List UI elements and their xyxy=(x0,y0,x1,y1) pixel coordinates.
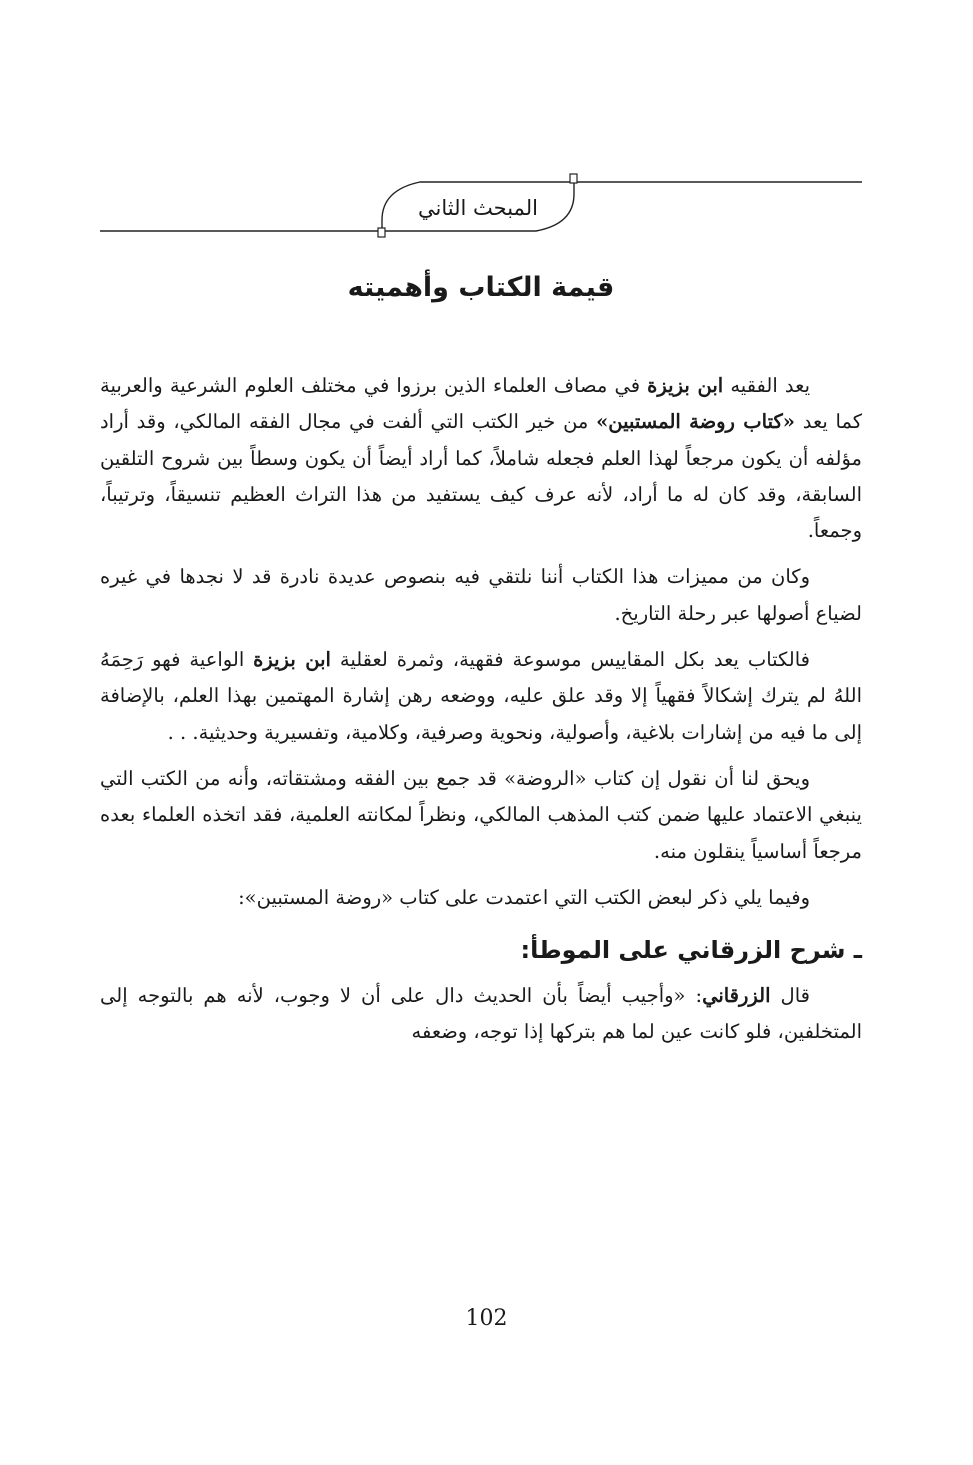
section-header-ornament xyxy=(100,168,862,246)
body-text xyxy=(100,368,862,1061)
paragraph-1-text-c: في مصاف العلماء الذين برزوا في مختلف العلوم الشرعية والعربية كما يعد xyxy=(100,374,863,434)
paragraph-quote xyxy=(100,978,862,1051)
section-label: المبحث الثاني xyxy=(418,196,538,220)
quote-text-a: قال xyxy=(770,984,810,1008)
paragraph-1-text-e: من خير الكتب التي ألفت في مجال الفقه المالكي، وقد أراد مؤلفه أن يكون مرجعاً لهذا العلم فجعله شاملاً، كما أراد أيضاً أن يكون وسطاً بين شروح التلقين السابقة، وقد كان له ما أراد، لأنه عرف كيف يستفيد من هذا التراث العظيم تنسيقاً، وترتيباً، وجمعاً. xyxy=(100,410,862,543)
subheading-zurqani: ـ شرح الزرقاني على الموطأ: xyxy=(520,936,862,965)
section-title: قيمة الكتاب وأهميته xyxy=(347,272,615,303)
paragraph-5: وفيما يلي ذكر لبعض الكتب التي اعتمدت على كتاب «روضة المستبين»: xyxy=(238,885,810,909)
paragraph-4: ويحق لنا أن نقول إن كتاب «الروضة» قد جمع بين الفقه ومشتقاته، وأنه من الكتب التي ينبغي الاعتماد عليها ضمن كتب المذهب المالكي، ونظراً لمكانته العلمية، فقد اتخذه العلماء بعده مرجعاً أساسياً ينقلون منه. xyxy=(100,766,862,863)
zurqani-name-bold: الزرقاني xyxy=(702,984,771,1008)
author-name-bold-2: ابن بزيزة xyxy=(253,648,331,672)
book-title-bold: «كتاب روضة المستبين» xyxy=(596,410,795,434)
paragraph-3 xyxy=(100,642,862,751)
paragraph-2: وكان من مميزات هذا الكتاب أننا نلتقي فيه بنصوص عديدة نادرة قد لا نجدها في غيره لضياع أصولها عبر رحلة التاريخ. xyxy=(100,565,862,625)
paragraph-3-text-a: فالكتاب يعد بكل المقاييس موسوعة فقهية، وثمرة لعقلية xyxy=(330,648,810,672)
paragraph-1 xyxy=(100,368,862,549)
quote-text-c: : «وأجيب أيضاً بأن الحديث دال على أن لا وجوب، لأنه هم بالتوجه إلى المتخلفين، فلو كانت عين لما هم بتركها إذا توجه، وضعفه xyxy=(100,984,862,1044)
paragraph-3-text-c: الواعية فهو رَحِمَهُ اللهُ لم يترك إشكالاً فقهياً إلا وقد علق عليه، ووضعه رهن إشارة المهتمين بهذا العلم، بالإضافة إلى ما فيه من إشارات بلاغية، وأصولية، ونحوية وصرفية، وكلامية، وتفسيرية وحديثية. . . xyxy=(100,648,862,744)
paragraph-1-text-a: يعد الفقيه xyxy=(723,374,810,397)
page-number: 102 xyxy=(465,1306,508,1331)
author-name-bold: ابن بزيزة xyxy=(647,374,724,397)
